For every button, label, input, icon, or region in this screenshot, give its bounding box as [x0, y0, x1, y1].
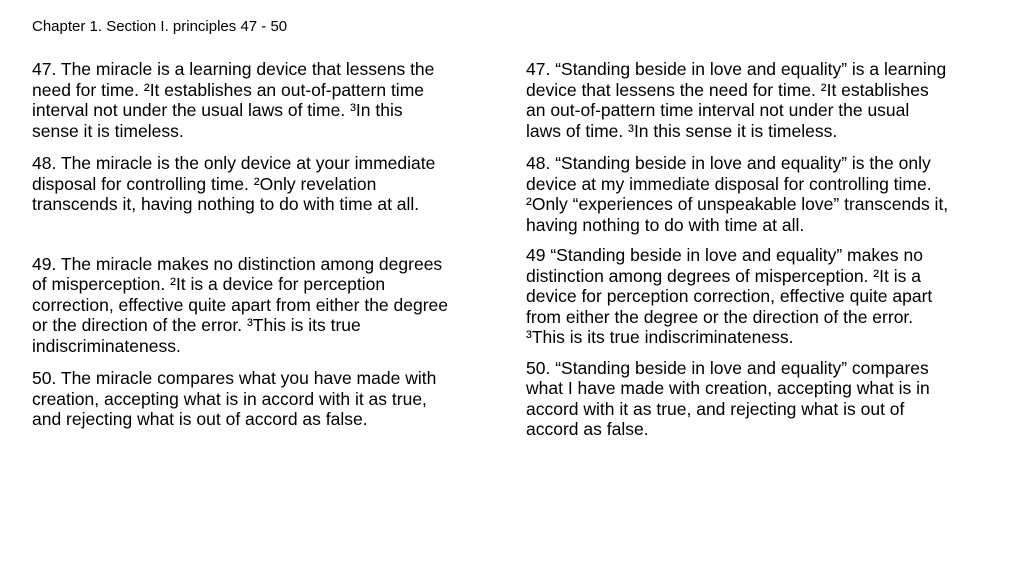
- right-paragraph-50: 50. “Standing beside in love and equality” compares what I have made with creation, accepting what is in accord with it as true, and rejecting what is out of accord as false.: [526, 357, 930, 439]
- right-paragraph-49: 49 “Standing beside in love and equality” makes no distinction among degrees of misperception. ²It is a device for perception correction, effective quite apart from either the degree or the direction of the error. ³This is its true indiscriminateness.: [526, 245, 933, 347]
- left-column: [32, 59, 500, 430]
- left-paragraph-50: 50. The miracle compares what you have made with creation, accepting what is in accord with it as true, and rejecting what is out of accord as false.: [32, 368, 437, 429]
- left-paragraph-48: 48. The miracle is the only device at your immediate disposal for controlling time. ²Only revelation transcends it, having nothing to do with time at all.: [32, 153, 436, 214]
- right-paragraph-47: 47. “Standing beside in love and equality” is a learning device that lessens the need for time. ²It establishes an out-of-pattern time interval not under the usual laws of time. ³In this sense it is timeless.: [526, 59, 947, 141]
- left-paragraph-47: 47. The miracle is a learning device that lessens the need for time. ²It establishes an out-of-pattern time interval not under the usual laws of time. ³In this sense it is timeless.: [32, 59, 435, 141]
- right-column: [526, 59, 996, 440]
- right-paragraph-48: 48. “Standing beside in love and equality” is the only device at my immediate disposal for controlling time. ²Only “experiences of unspeakable love” transcends it, having nothing to do with time at all.: [526, 153, 949, 235]
- slide-title: Chapter 1. Section I. principles 47 - 50: [32, 18, 288, 35]
- left-paragraph-49: 49. The miracle makes no distinction among degrees of misperception. ²It is a device for perception correction, effective quite apart from either the degree or the direction of the error. ³This is its true indiscriminateness.: [32, 253, 449, 356]
